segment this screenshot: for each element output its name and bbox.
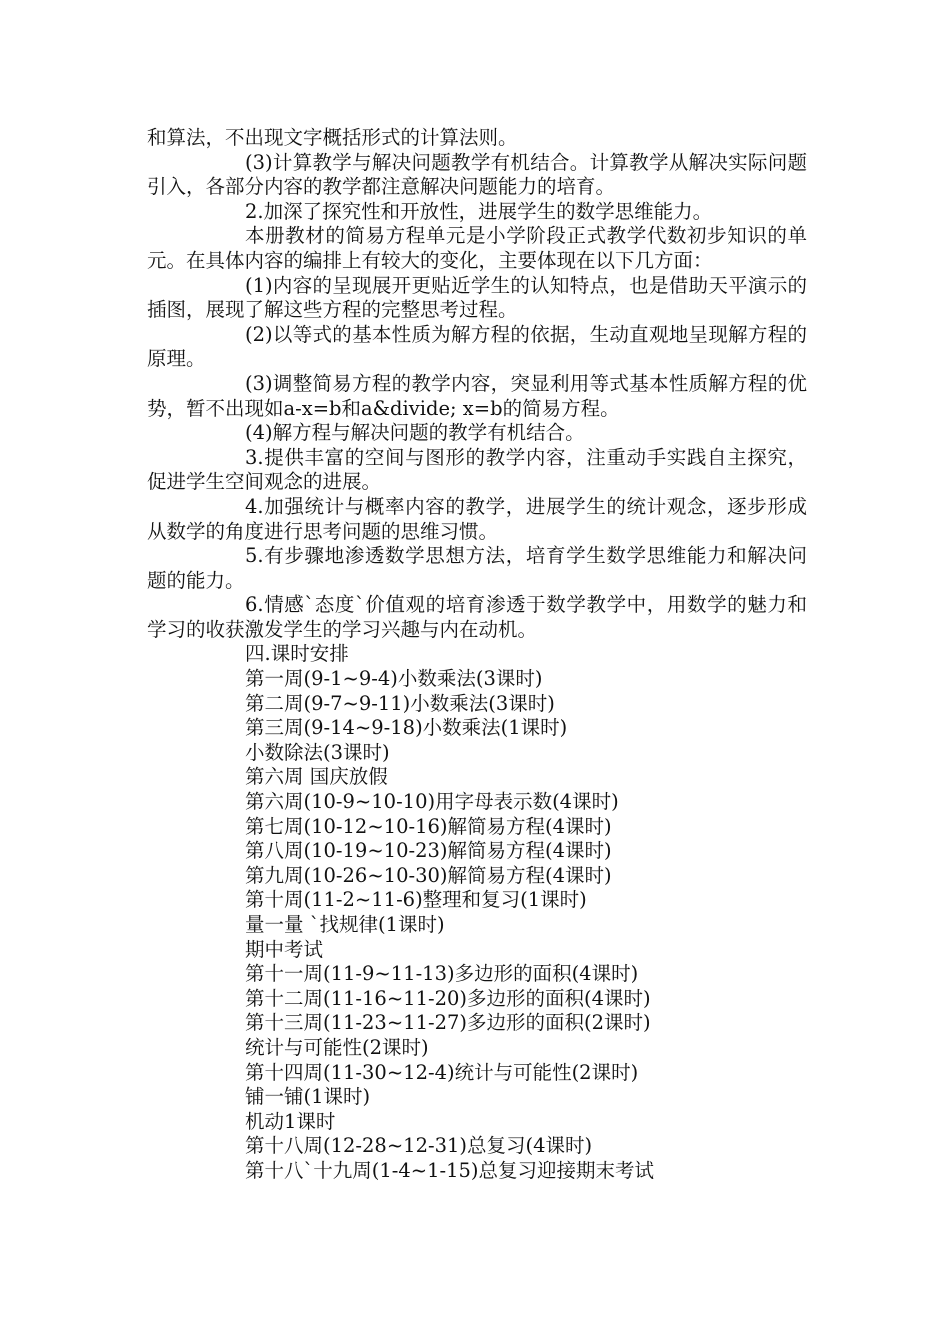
- schedule-item: 统计与可能性(2课时): [245, 1035, 429, 1059]
- paragraph: 5.有步骤地渗透数学思想方法，培育学生数学思维能力和解决问题的能力。: [147, 544, 807, 592]
- schedule-item: 期中考试: [245, 937, 324, 961]
- schedule-item: 第十一周(11-9~11-13)多边形的面积(4课时): [245, 962, 639, 986]
- schedule-item: 第十四周(11-30~12-4)统计与可能性(2课时): [245, 1060, 639, 1084]
- schedule-item: 第二周(9-7~9-11)小数乘法(3课时): [245, 691, 555, 715]
- schedule-item: 量一量 `找规律(1课时): [245, 913, 445, 936]
- paragraph: 和算法，不出现文字概括形式的计算法则。: [147, 126, 518, 149]
- schedule-item: 第一周(9-1~9-4)小数乘法(3课时): [245, 667, 543, 691]
- paragraph: (3)调整简易方程的教学内容，突显利用等式基本性质解方程的优势，暂不出现如a-x=b和a&divide; x=b的简易方程。: [147, 371, 807, 420]
- schedule-item: 铺一铺(1课时): [245, 1085, 371, 1109]
- paragraph: 3.提供丰富的空间与图形的教学内容，注重动手实践自主探究，促进学生空间观念的进展。: [147, 445, 807, 494]
- schedule-item: 第十三周(11-23~11-27)多边形的面积(2课时): [245, 1011, 651, 1035]
- paragraph: (2)以等式的基本性质为解方程的依据，生动直观地呈现解方程的原理。: [147, 322, 807, 371]
- schedule-item: 第十八`十九周(1-4~1-15)总复习迎接期末考试: [245, 1158, 655, 1182]
- schedule-item: 第十二周(11-16~11-20)多边形的面积(4课时): [245, 986, 651, 1010]
- schedule-item: 第十周(11-2~11-6)整理和复习(1课时): [245, 888, 587, 912]
- paragraph-list: [147, 126, 807, 642]
- schedule-list: [147, 642, 807, 1183]
- paragraph: 2.加深了探究性和开放性，进展学生的数学思维能力。: [245, 199, 713, 223]
- schedule-item: 第八周(10-19~10-23)解简易方程(4课时): [245, 839, 612, 863]
- paragraph: 4.加强统计与概率内容的教学，进展学生的统计观念，逐步形成从数学的角度进行思考问题的思维习惯。: [147, 494, 807, 543]
- paragraph: 6.情感`态度`价值观的培育渗透于数学教学中，用数学的魅力和学习的收获激发学生的学习兴趣与内在动机。: [147, 593, 807, 641]
- section-heading: 四.课时安排: [245, 642, 349, 666]
- paragraph: 本册教材的简易方程单元是小学阶段正式教学代数初步知识的单元。在具体内容的编排上有较大的变化，主要体现在以下几方面：: [147, 224, 807, 272]
- schedule-item: 小数除法(3课时): [245, 740, 390, 764]
- document-body: [147, 126, 807, 1184]
- schedule-item: 第六周(10-9~10-10)用字母表示数(4课时): [245, 790, 619, 814]
- schedule-item: 第三周(9-14~9-18)小数乘法(1课时): [245, 716, 568, 740]
- paragraph: (3)计算教学与解决问题教学有机结合。计算教学从解决实际问题引入，各部分内容的教学都注意解决问题能力的培育。: [147, 150, 807, 199]
- schedule-item: 第六周 国庆放假: [245, 765, 388, 789]
- schedule-item: 第七周(10-12~10-16)解简易方程(4课时): [245, 814, 612, 838]
- schedule-item: 第九周(10-26~10-30)解简易方程(4课时): [245, 863, 612, 887]
- schedule-item: 第十八周(12-28~12-31)总复习(4课时): [245, 1134, 593, 1158]
- paragraph: (1)内容的呈现展开更贴近学生的认知特点，也是借助天平演示的插图，展现了解这些方程的完整思考过程。: [147, 273, 807, 322]
- paragraph: (4)解方程与解决问题的教学有机结合。: [245, 421, 585, 445]
- schedule-item: 机动1课时: [245, 1109, 336, 1133]
